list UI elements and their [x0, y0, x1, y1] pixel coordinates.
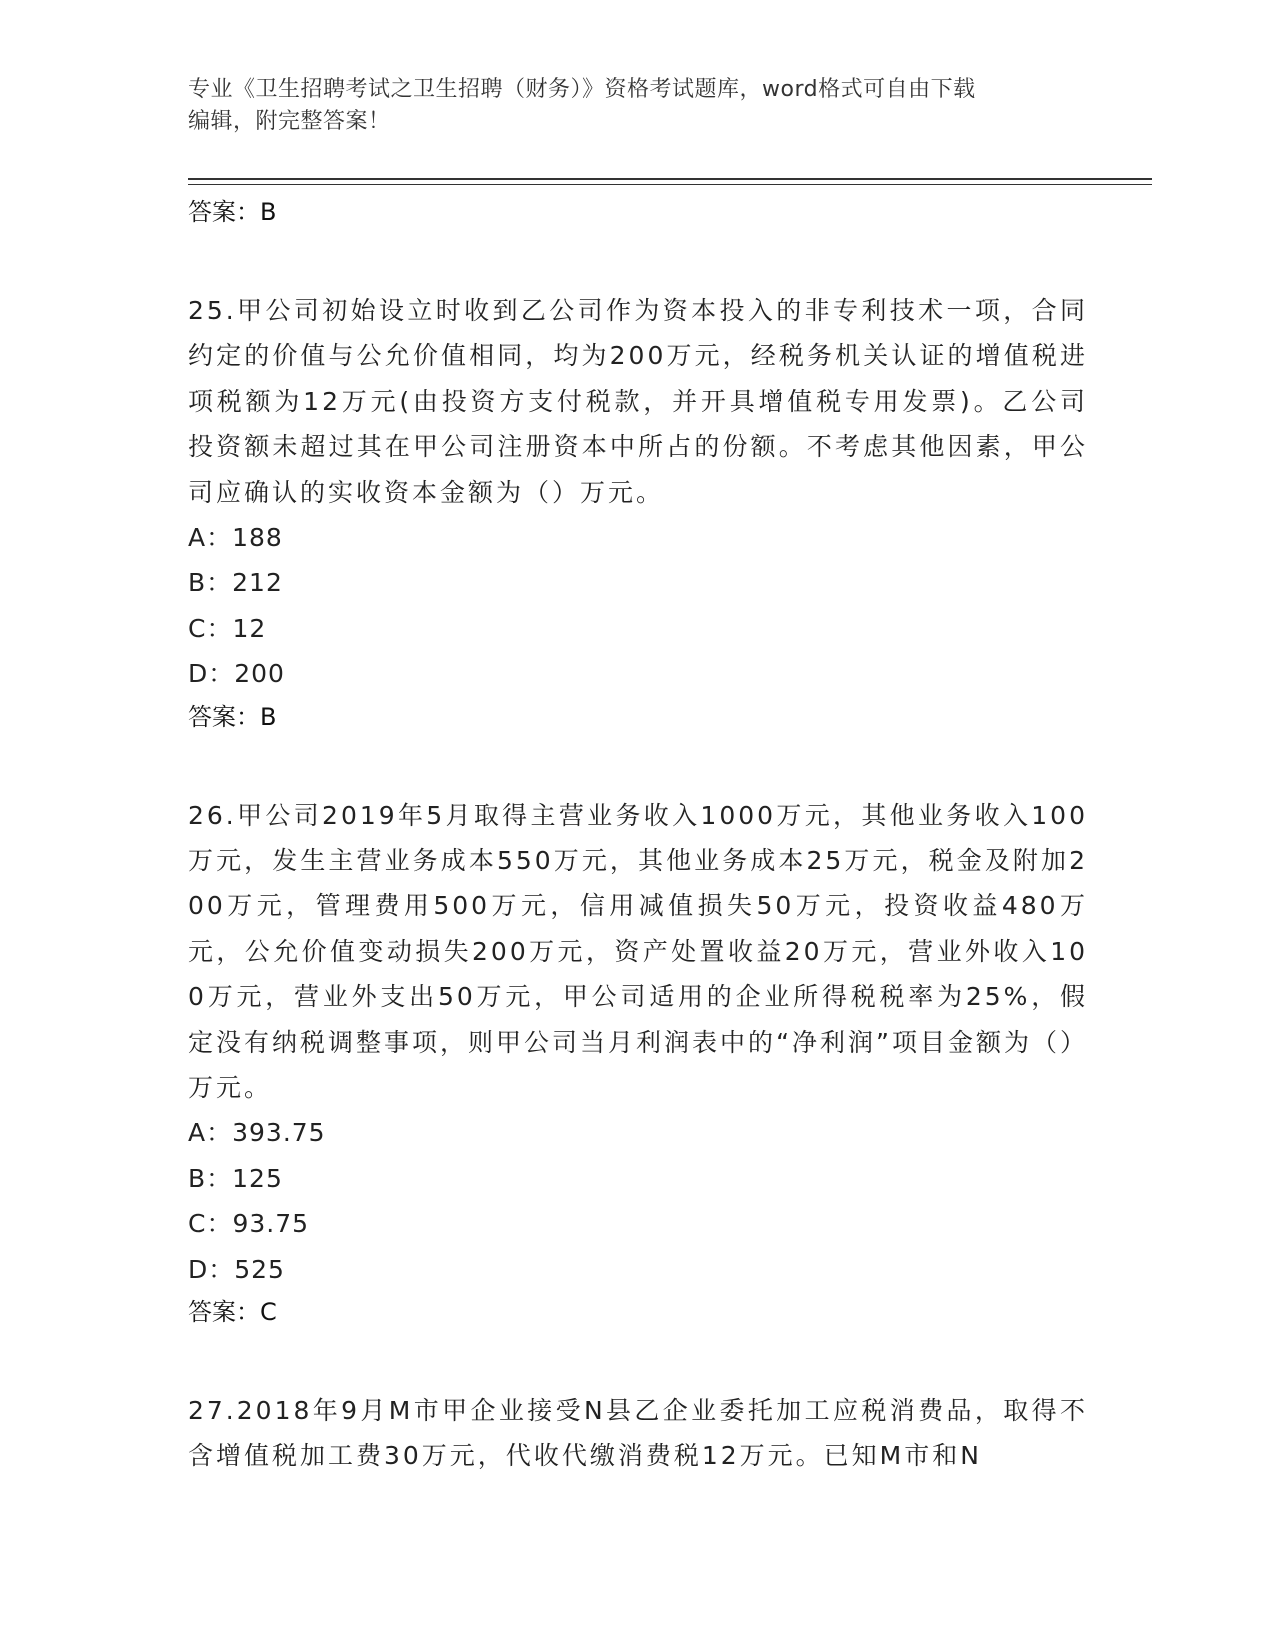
page-header	[188, 74, 1088, 138]
previous-answer: 答案：B	[188, 198, 277, 226]
header-line-1: 专业《卫生招聘考试之卫生招聘（财务）》资格考试题库，word格式可自由下载	[188, 77, 976, 102]
option-b: B：125	[188, 1163, 283, 1193]
question-answer: 答案：B	[188, 702, 277, 731]
question-26	[188, 793, 1088, 1332]
question-answer: 答案：C	[188, 1298, 277, 1326]
header-line-2: 编辑，附完整答案！	[188, 109, 391, 134]
option-d: D：200	[188, 659, 285, 689]
document-body	[188, 192, 1088, 1479]
question-stem: 27.2018年9月M市甲企业接受N县乙企业委托加工应税消费品，取得不含增值税加工费30万元，代收代缴消费税12万元。已知M市和N	[188, 1396, 1088, 1471]
option-c: C：93.75	[188, 1209, 310, 1239]
question-stem: 26.甲公司2019年5月取得主营业务收入1000万元，其他业务收入100万元，发生主营业务成本550万元，其他业务成本25万元，税金及附加200万元，管理费用500万元，信用减值损失50万元，投资收益480万元，公允价值变动损失200万元，资产处置收益20万元，营业外收入100万元，营业外支出50万元，甲公司适用的企业所得税税率为25%，假定没有纳税调整事项，则甲公司当月利润表中的“净利润”项目金额为（）万元。	[188, 800, 1088, 1103]
spacer	[188, 1332, 1088, 1388]
spacer	[188, 737, 1088, 793]
option-b: B：212	[188, 568, 283, 598]
header-rule	[188, 178, 1152, 180]
option-c: C：12	[188, 613, 267, 643]
question-25	[188, 288, 1088, 737]
question-27	[188, 1388, 1088, 1479]
option-a: A：393.75	[188, 1118, 326, 1148]
option-a: A：188	[188, 523, 283, 553]
spacer	[188, 232, 1088, 288]
header-rule-thin	[188, 184, 1152, 185]
option-d: D：525	[188, 1254, 285, 1284]
question-stem: 25.甲公司初始设立时收到乙公司作为资本投入的非专利技术一项，合同约定的价值与公允价值相同，均为200万元，经税务机关认证的增值税进项税额为12万元(由投资方支付税款，并开具增值税专用发票)。乙公司投资额未超过其在甲公司注册资本中所占的份额。不考虑其他因素，甲公司应确认的实收资本金额为（）万元。	[188, 296, 1088, 507]
